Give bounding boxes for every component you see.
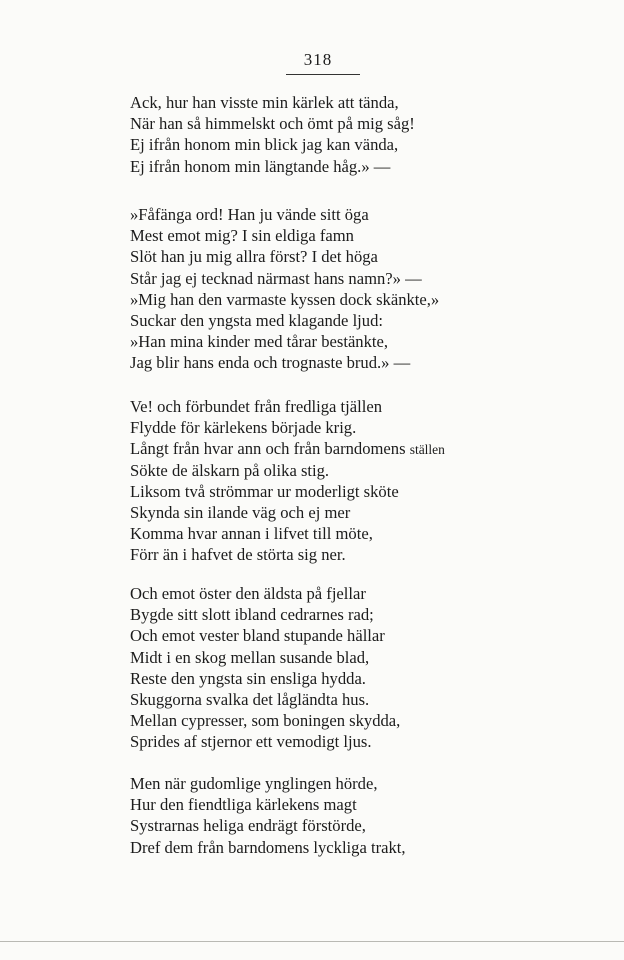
verse-line: När han så himmelskt och ömt på mig såg! xyxy=(130,114,415,134)
verse-line: »Fåfänga ord! Han ju vände sitt öga xyxy=(130,205,369,224)
verse-line: Suckar den yngsta med klagande ljud: xyxy=(130,310,383,330)
verse-line: Systrarnas heliga endrägt förstörde, xyxy=(130,816,366,836)
verse-line: Men när gudomlige ynglingen hörde, xyxy=(130,774,378,793)
verse-line: Ej ifrån honom min längtande håg.» — xyxy=(130,156,391,176)
verse-line: Midt i en skog mellan susande blad, xyxy=(130,647,370,667)
page-number: 318 xyxy=(303,50,333,69)
verse-line: Reste den yngsta sin ensliga hydda. xyxy=(130,668,366,688)
verse-line: Mest emot mig? I sin eldiga famn xyxy=(130,226,354,246)
verse-line: Sprides af stjernor ett vemodigt ljus. xyxy=(130,732,372,752)
verse-line: Och emot öster den äldsta på fjellar xyxy=(130,584,366,603)
stanza-4 xyxy=(130,583,400,753)
verse-line: Flydde för kärlekens började krig. xyxy=(130,418,357,438)
verse-line: »Han mina kinder med tårar bestänkte, xyxy=(130,332,389,352)
verse-line: Bygde sitt slott ibland cedrarnes rad; xyxy=(130,605,374,625)
stanza-3 xyxy=(130,396,445,566)
stanza-2 xyxy=(130,204,439,374)
verse-line: Skuggorna svalka det lågländta hus. xyxy=(130,689,370,709)
stanza-5 xyxy=(130,773,406,858)
verse-line: Jag blir hans enda och trognaste brud.» — xyxy=(130,353,411,373)
page-number-rule xyxy=(286,74,360,75)
verse-line: Skynda sin ilande väg och ej mer xyxy=(130,502,351,522)
verse-line: Förr än i hafvet de störta sig ner. xyxy=(130,545,346,565)
verse-line: Dref dem från barndomens lyckliga trakt, xyxy=(130,837,406,857)
verse-line: »Mig han den varmaste kyssen dock skänkte,» xyxy=(130,289,440,309)
verse-line: Och emot vester bland stupande hällar xyxy=(130,626,385,646)
verse-line: Långt från hvar ann och från barndomens ställen xyxy=(130,439,445,459)
verse-line: Ve! och förbundet från fredliga tjällen xyxy=(130,397,383,416)
stanza-1 xyxy=(130,92,415,177)
verse-line: Står jag ej tecknad närmast hans namn?» — xyxy=(130,268,422,288)
verse-line: Ej ifrån honom min blick jag kan vända, xyxy=(130,135,399,155)
verse-line: Sökte de älskarn på olika stig. xyxy=(130,460,330,480)
verse-line-end-small: ställen xyxy=(409,442,445,458)
verse-line: Komma hvar annan i lifvet till möte, xyxy=(130,524,373,544)
verse-line: Mellan cypresser, som boningen skydda, xyxy=(130,711,401,731)
verse-line: Slöt han ju mig allra först? I det höga xyxy=(130,247,378,267)
verse-line: Liksom två strömmar ur moderligt sköte xyxy=(130,481,399,501)
verse-line: Ack, hur han visste min kärlek att tända, xyxy=(130,93,399,112)
page-bottom-edge xyxy=(0,941,624,942)
verse-line: Hur den fiendtliga kärlekens magt xyxy=(130,795,357,815)
